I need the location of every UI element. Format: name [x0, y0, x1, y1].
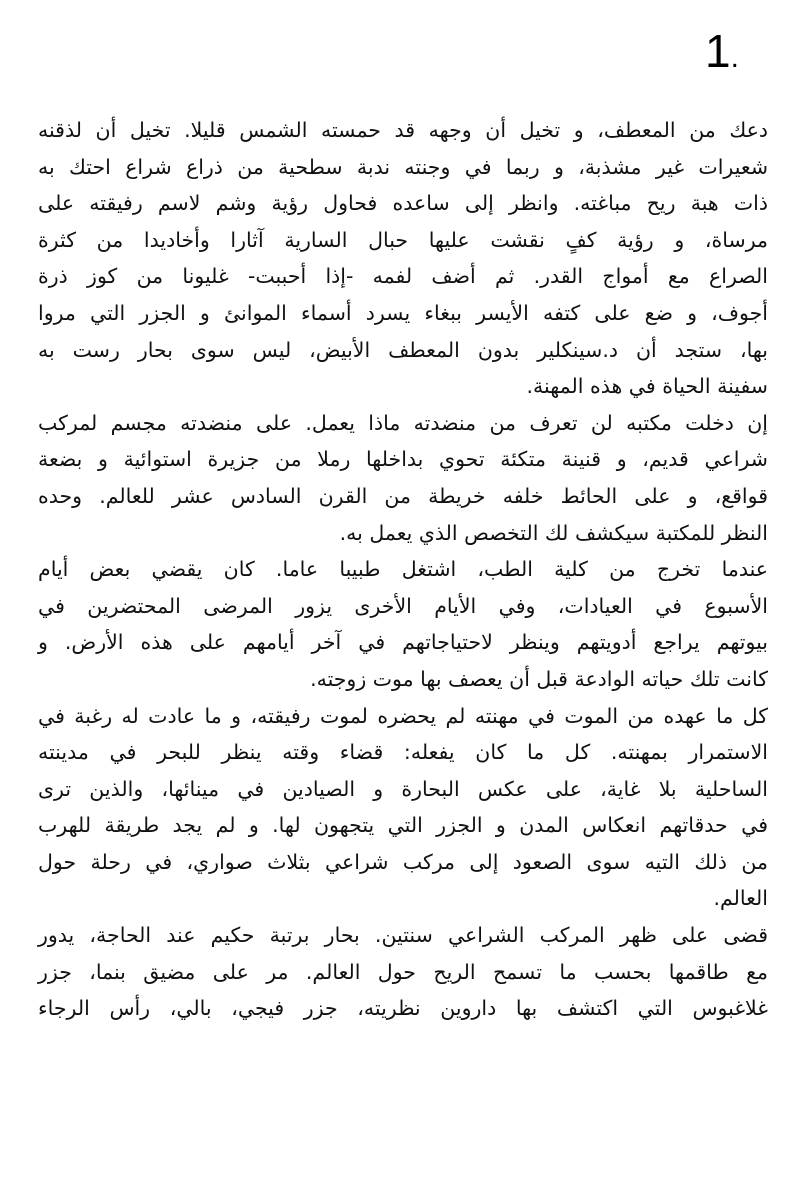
text-line: مرساة، و رؤية كفٍ نقشت عليها حبال السارية آثارا وأخاديدا من كثرة	[38, 227, 768, 252]
text-line: بها، ستجد أن د.سينكلير بدون المعطف الأبيض، ليس سوى بحار رست به	[38, 337, 768, 362]
text-line: مع طاقمها بحسب ما تسمح الريح حول العالم. مر على مضيق بنما، جزر	[38, 959, 768, 984]
page-number-digit: 1	[705, 25, 731, 77]
text-line: أجوف، و ضع على كتفه الأيسر ببغاء يسرد أسماء الموانئ و الجزر التي مروا	[38, 300, 768, 325]
text-line: سفينة الحياة في هذه المهنة.	[526, 374, 768, 399]
text-line: الأسبوع في العيادات، وفي الأيام الأخرى يزور المرضى المحتضرين في	[38, 593, 768, 618]
page-number-dot: .	[730, 41, 739, 74]
text-line: كانت تلك حياته الوادعة قبل أن يعصف بها موت زوجته.	[310, 666, 768, 691]
text-line: إن دخلت مكتبه لن تعرف من منضدته ماذا يعمل. على منضدته مجسم لمركب	[38, 410, 768, 435]
text-line: ذات هبة ريح مباغته. وانظر إلى ساعده فحاول رؤية وشم لاسم رفيقته على	[38, 191, 768, 216]
text-line: شراعي قديم، و قنينة متكئة تحوي بداخلها رملا من جزيرة استوائية و بضعة	[38, 447, 768, 472]
page-number	[705, 25, 739, 77]
text-line: في حدقاتهم انعكاس المدن و الجزر التي يتجهون لها. و لم يجد طريقة للهرب	[38, 813, 768, 838]
text-line: الصراع مع أمواج القدر. ثم أضف لفمه -إذا أحببت- غليونا من كوز ذرة	[38, 264, 768, 289]
text-line: بيوتهم يراجع أدويتهم وينظر لاحتياجاتهم في آخر أيامهم على هذه الأرض. و	[38, 630, 768, 655]
text-line: شعيرات غير مشذبة، و ربما في وجنته ندبة سطحية من ذراع شراع احتك به	[38, 154, 768, 179]
text-line: النظر للمكتبة سيكشف لك التخصص الذي يعمل به.	[339, 520, 768, 545]
text-line: من ذلك التيه سوى الصعود إلى مركب شراعي بثلاث صواري، في رحلة حول	[38, 849, 768, 874]
text-line: الساحلية بلا غاية، على عكس البحارة و الصيادين في مينائها، والذين ترى	[38, 776, 768, 801]
text-line: الاستمرار بمهنته. كل ما كان يفعله: قضاء وقته ينظر للبحر في مدينته	[38, 740, 768, 765]
text-line: عندما تخرج من كلية الطب، اشتغل طبيبا عاما. كان يقضي بعض أيام	[38, 557, 768, 582]
text-line: العالم.	[713, 886, 768, 911]
body-text	[38, 112, 768, 1027]
text-line: دعك من المعطف، و تخيل أن وجهه قد حمسته الشمس قليلا. تخيل أن لذقنه	[38, 118, 768, 142]
text-line: غلاغبوس التي اكتشف بها داروين نظريته، جزر فيجي، بالي، رأس الرجاء	[38, 996, 768, 1021]
text-line: قواقع، و على الحائط خلفه خريطة من القرن السادس عشر للعالم. وحده	[38, 483, 768, 508]
text-line: كل ما عهده من الموت في مهنته لم يحضره لموت رفيقته، و ما عادت له رغبة في	[38, 703, 768, 728]
text-line: قضى على ظهر المركب الشراعي سنتين. بحار برتبة حكيم عند الحاجة، يدور	[38, 923, 768, 948]
